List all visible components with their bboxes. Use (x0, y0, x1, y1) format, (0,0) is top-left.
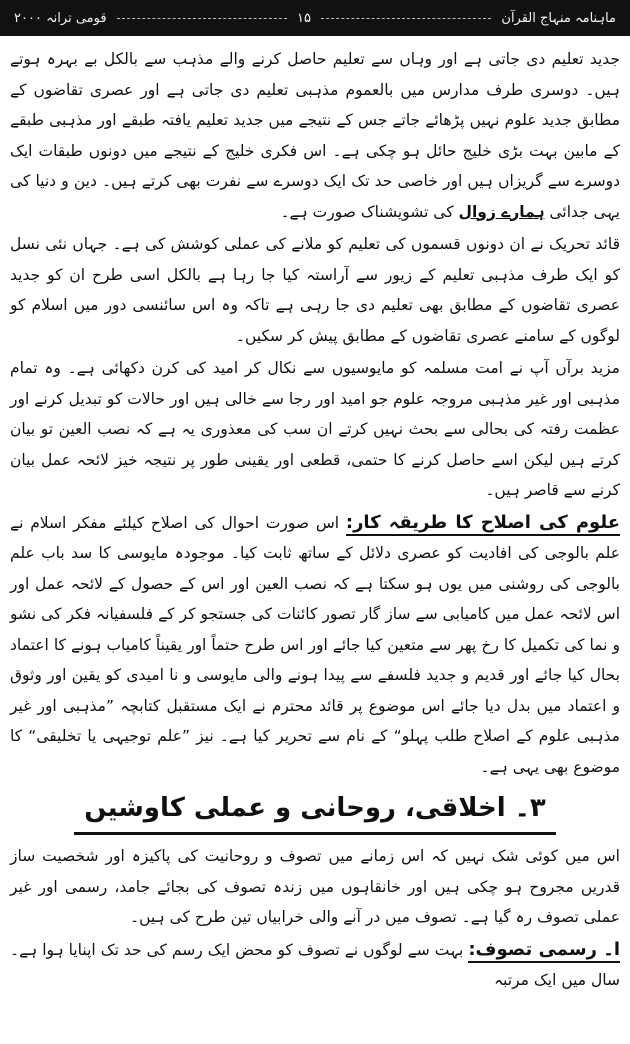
header-journal-title: ماہنامہ منہاج القرآن (501, 10, 616, 26)
header-divider (321, 18, 491, 19)
header-page-number: ۱۵ (297, 10, 311, 26)
paragraph-1 (10, 44, 620, 227)
paragraph-3: مزید برآں آپ نے امت مسلمہ کو مایوسیوں سے نکال کر امید کی کرن دکھائی ہے۔ وہ تمام مذہبی اور غیر مذہبی مروجہ علوم جو امید اور رجا سے خالی ہیں اور حالات کو تبدیل کرنے اور عظمت رفتہ کی بحالی سے بحث نہیں کرتے ان سب کی معذوری یہ ہے کہ نصب العین تو بیان کرتے ہیں لیکن اسے حاصل کرنے کا حتمی، قطعی اور یقینی طور پر نتیجہ خیز لائحہ عمل بیان کرنے سے قاصر ہیں۔ (10, 359, 620, 499)
header-divider (117, 18, 287, 19)
section-heading: ۳۔ اخلاقی، روحانی و عملی کاوشیں (74, 788, 556, 835)
section-heading-container (10, 788, 620, 835)
article-body (10, 44, 620, 996)
paragraph-6 (10, 935, 620, 996)
paragraph-1-emphasis: ہمارے زوال (458, 202, 545, 221)
paragraph-1-text: جدید تعلیم دی جاتی ہے اور وہاں سے تعلیم حاصل کرنے والے مذہب سے بالکل بے بہرہ ہوتے ہیں۔ دوسری طرف مدارس میں بالعموم مذہبی تعلیم دی جاتی ہے اور عصری تقاضوں کے مطابق جدید علوم نہیں پڑھائے جاتے جس کے نتیجے میں جدید تعلیم یافتہ طبقے اور مذہبی طبقے کے مابین بہت بڑی خلیج حائل ہو چکی ہے۔ اس فکری خلیج کے نتیجے میں دونوں طبقات ایک دوسرے سے گریزاں ہیں اور خاصی حد تک ایک دوسرے سے نفرت بھی کرتے ہیں۔ دین و دنیا کی یہی جدائی (10, 50, 620, 221)
subheading-formal-sufism: ا۔ رسمی تصوف: (468, 939, 620, 963)
paragraph-5: اس میں کوئی شک نہیں کہ اس زمانے میں تصوف و روحانیت کی پاکیزہ اور شخصیت ساز قدریں مجروح ہو چکی ہیں اور خانقاہوں میں زندہ تصوف کی بجائے جامد، رسمی اور غیر عملی تصوف رہ گیا ہے۔ تصوف میں در آنے والی خرابیاں تین طرح کی ہیں۔ (10, 847, 620, 926)
subheading-reform-method: علوم کی اصلاح کا طریقہ کار: (346, 512, 620, 536)
paragraph-2: قائد تحریک نے ان دونوں قسموں کی تعلیم کو ملانے کی عملی کوشش کی ہے۔ جہاں نئی نسل کو ایک طرف مذہبی تعلیم کے زیور سے آراستہ کیا جا رہا ہے بالکل اسی طرح ان کو جدید عصری تقاضوں کے مطابق بھی تعلیم دی جا رہی ہے تاکہ وہ اس سائنسی دور میں اسلام کو لوگوں کے سامنے عصری تقاضوں کے مطابق پیش کر سکیں۔ (10, 235, 620, 345)
header-issue-label: قومی ترانہ ۲۰۰۰ (14, 10, 107, 26)
paragraph-1-end: کی تشویشناک صورت ہے۔ (280, 202, 454, 221)
paragraph-4-text: اس صورت احوال کی اصلاح کیلئے مفکر اسلام نے علم بالوجی کی افادیت کو عصری دلائل کے ساتھ ثابت کیا۔ موجودہ مایوسی کا سد باب علم بالوجی کی روشنی میں یوں ہو سکتا ہے کہ نصب العین اور اس کے حصول کے لائحہ عمل اور اس لائحہ عمل میں کامیابی سے ساز گار تصور کائنات کی جستجو کر کے فلسفیانہ فکر کی نشو و نما کی تکمیل کا رخ پھر سے متعین کیا جائے اور اس طرح حتماً اور یقیناً کامیاب ہونے کا اعتماد بحال کیا جائے اور قدیم و جدید فلسفے سے پیدا ہونے والی مایوسی و نا امیدی کو یقین اور وثوق و اعتماد میں بدل دیا جائے اس موضوع پر قائد محترم نے ایک مستقبل کتابچہ ”مذہبی اور غیر مذہبی علوم کے اصلاح طلب پہلو“ کے نام سے تحریر کیا ہے۔ نیز ”علم توجیہی یا تخلیقی“ کا موضوع بھی یہی ہے۔ (10, 513, 620, 776)
paragraph-4 (10, 508, 620, 783)
page-header-bar (0, 0, 630, 36)
paragraph-6-text: بہت سے لوگوں نے تصوف کو محض ایک رسم کی حد تک اپنایا ہوا ہے۔ سال میں ایک مرتبہ (10, 940, 620, 989)
